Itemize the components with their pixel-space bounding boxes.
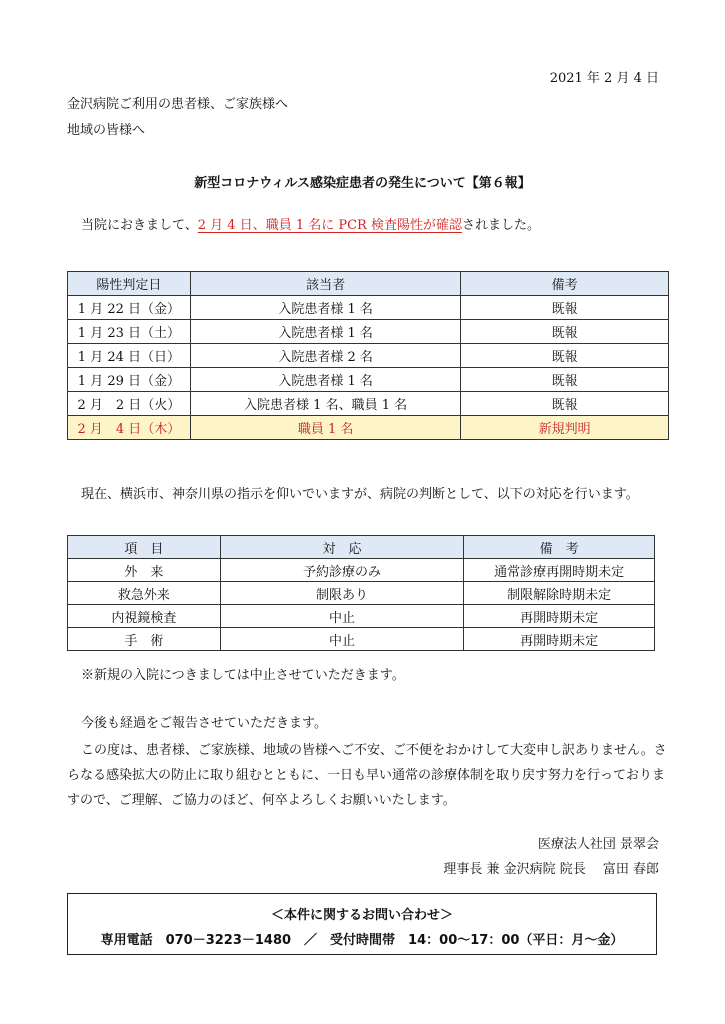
case-person: 入院患者様 1 名 xyxy=(190,320,461,344)
case-remarks: 既報 xyxy=(461,344,669,368)
case-person: 入院患者様 2 名 xyxy=(190,344,461,368)
response-table xyxy=(67,535,655,651)
table-row xyxy=(68,320,669,344)
lead-before: 当院におきまして、 xyxy=(81,218,198,233)
col-header-action: 対 応 xyxy=(220,536,464,559)
case-remarks: 既報 xyxy=(461,392,669,416)
table-row xyxy=(68,559,655,582)
response-item: 内視鏡検査 xyxy=(68,605,221,628)
admission-note: ※新規の入院につきましては中止させていただきます。 xyxy=(81,668,405,683)
case-date: 1 月 24 日（日） xyxy=(68,344,191,368)
case-remarks: 新規判明 xyxy=(461,416,669,440)
cases-table xyxy=(67,271,669,440)
case-person: 入院患者様 1 名、職員 1 名 xyxy=(190,392,461,416)
case-remarks: 既報 xyxy=(461,320,669,344)
col-header-person: 該当者 xyxy=(190,272,461,296)
col-header-remarks: 備考 xyxy=(461,272,669,296)
case-person: 入院患者様 1 名 xyxy=(190,368,461,392)
case-date: 2 月 4 日（木） xyxy=(68,416,191,440)
table-row xyxy=(68,392,669,416)
lead-after: されました。 xyxy=(461,218,540,233)
col-header-date: 陽性判定日 xyxy=(68,272,191,296)
response-intro: 現在、横浜市、神奈川県の指示を仰いでいますが、病院の判断として、以下の対応を行います。 xyxy=(81,487,639,502)
response-notes: 再開時期未定 xyxy=(464,628,655,651)
response-item: 手 術 xyxy=(68,628,221,651)
table-row xyxy=(68,582,655,605)
cases-table-header xyxy=(68,272,669,296)
table-row xyxy=(68,368,669,392)
response-notes: 通常診療再開時期未定 xyxy=(464,559,655,582)
response-action: 中止 xyxy=(220,605,464,628)
case-person: 入院患者様 1 名 xyxy=(190,296,461,320)
case-date: 1 月 29 日（金） xyxy=(68,368,191,392)
recipient-line-1: 金沢病院ご利用の患者様、ご家族様へ xyxy=(67,97,289,112)
signature-chief: 理事長 兼 金沢病院 院長 富田 春郎 xyxy=(443,862,659,877)
case-person: 職員 1 名 xyxy=(190,416,461,440)
response-action: 中止 xyxy=(220,628,464,651)
document-date: 2021 年 2 月 4 日 xyxy=(549,71,659,86)
response-notes: 制限解除時期未定 xyxy=(464,582,655,605)
lead-highlight: 2 月 4 日、職員 1 名に PCR 検査陽性が確認 xyxy=(197,218,462,233)
lead-sentence xyxy=(81,214,540,233)
case-remarks: 既報 xyxy=(461,368,669,392)
document-title: 新型コロナウィルス感染症患者の発生について【第６報】 xyxy=(194,176,531,191)
contact-box xyxy=(67,893,657,955)
apology-paragraph: この度は、患者様、ご家族様、地域の皆様へご不安、ご不便をおかけして大変申し訳ありません。さらなる感染拡大の防止に取り組むとともに、一日も早い通常の診療体制を取り戻す努力を行っておりますので、ご理解、ご協力のほど、何卒よろしくお願いいたします。 xyxy=(67,743,667,808)
table-row xyxy=(68,628,655,651)
response-item: 救急外来 xyxy=(68,582,221,605)
table-row xyxy=(68,344,669,368)
case-date: 2 月 2 日（火） xyxy=(68,392,191,416)
col-header-item: 項 目 xyxy=(68,536,221,559)
case-date: 1 月 23 日（土） xyxy=(68,320,191,344)
response-action: 予約診療のみ xyxy=(220,559,464,582)
contact-details: 専用電話 070－3223－1480 ／ 受付時間帯 14：00～17：00（平日：月～金） xyxy=(100,933,624,948)
case-date: 1 月 22 日（金） xyxy=(68,296,191,320)
signature-organization: 医療法人社団 景翠会 xyxy=(537,837,659,852)
col-header-notes: 備 考 xyxy=(464,536,655,559)
update-notice: 今後も経過をご報告させていただきます。 xyxy=(81,716,327,731)
table-row-new-case xyxy=(68,416,669,440)
table-row xyxy=(68,296,669,320)
case-remarks: 既報 xyxy=(461,296,669,320)
table-row xyxy=(68,605,655,628)
response-notes: 再開時期未定 xyxy=(464,605,655,628)
response-action: 制限あり xyxy=(220,582,464,605)
recipient-line-2: 地域の皆様へ xyxy=(67,123,146,138)
response-item: 外 来 xyxy=(68,559,221,582)
contact-title: ＜本件に関するお問い合わせ＞ xyxy=(270,908,453,923)
response-table-header xyxy=(68,536,655,559)
